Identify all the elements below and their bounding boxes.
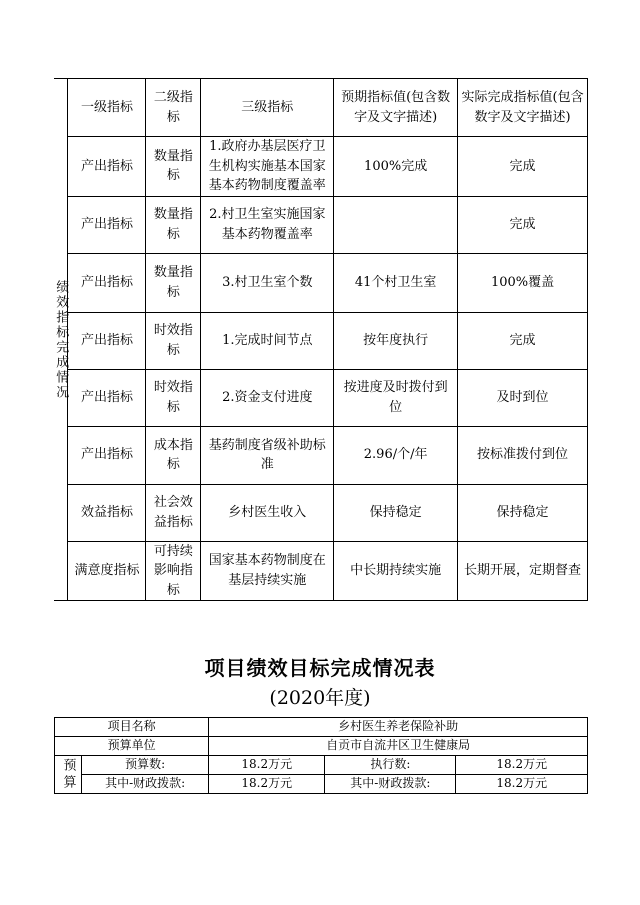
indicator-level1-cell: 满意度指标 <box>68 541 146 601</box>
indicator-level2-cell: 时效指标 <box>146 369 201 426</box>
indicator-row <box>54 137 588 197</box>
indicator-level1-cell: 效益指标 <box>68 484 146 541</box>
indicator-expected-cell <box>334 196 458 253</box>
indicator-expected-cell: 按进度及时拨付到位 <box>334 369 458 426</box>
indicator-level3-cell: 1.政府办基层医疗卫生机构实施基本国家基本药物制度覆盖率 <box>201 137 334 197</box>
indicator-level3-cell: 2.资金支付进度 <box>201 369 334 426</box>
exec-amount-label: 执行数: <box>325 756 456 775</box>
header-level3: 三级指标 <box>201 79 334 137</box>
indicator-level1-cell: 产出指标 <box>68 137 146 197</box>
indicator-row <box>54 426 588 484</box>
fiscal-row <box>55 775 588 794</box>
indicator-expected-cell: 中长期持续实施 <box>334 541 458 601</box>
indicator-level1-cell: 产出指标 <box>68 196 146 253</box>
indicator-actual-cell: 保持稳定 <box>458 484 588 541</box>
header-actual: 实际完成指标值(包含数字及文字描述) <box>458 79 588 137</box>
indicator-level2-cell: 数量指标 <box>146 196 201 253</box>
indicator-actual-cell: 完成 <box>458 312 588 369</box>
indicator-level3-cell: 基药制度省级补助标准 <box>201 426 334 484</box>
fiscal-value-1: 18.2万元 <box>209 775 325 794</box>
indicator-expected-cell: 41个村卫生室 <box>334 253 458 312</box>
budget-unit-label: 预算单位 <box>55 737 209 756</box>
indicator-actual-cell: 100%覆盖 <box>458 253 588 312</box>
indicator-row <box>54 312 588 369</box>
indicator-row <box>54 253 588 312</box>
project-info-table <box>54 717 588 794</box>
fiscal-value-2: 18.2万元 <box>456 775 588 794</box>
budget-unit-row <box>55 737 588 756</box>
indicator-expected-cell: 2.96/个/年 <box>334 426 458 484</box>
indicator-level2-cell: 数量指标 <box>146 137 201 197</box>
indicator-row <box>54 484 588 541</box>
indicator-level3-cell: 1.完成时间节点 <box>201 312 334 369</box>
header-row <box>54 79 588 137</box>
indicator-level2-cell: 成本指标 <box>146 426 201 484</box>
header-level1: 一级指标 <box>68 79 146 137</box>
indicator-actual-cell: 及时到位 <box>458 369 588 426</box>
project-name-value: 乡村医生养老保险补助 <box>209 718 588 737</box>
indicator-level2-cell: 数量指标 <box>146 253 201 312</box>
indicator-level2-cell: 社会效益指标 <box>146 484 201 541</box>
indicator-level1-cell: 产出指标 <box>68 253 146 312</box>
indicator-level3-cell: 3.村卫生室个数 <box>201 253 334 312</box>
project-name-row <box>55 718 588 737</box>
indicator-expected-cell: 100%完成 <box>334 137 458 197</box>
budget-side-cell <box>55 756 82 794</box>
indicator-level2-cell: 时效指标 <box>146 312 201 369</box>
budget-side-label: 预算 <box>60 757 76 792</box>
header-expected: 预期指标值(包含数字及文字描述) <box>334 79 458 137</box>
indicator-level3-cell: 2.村卫生室实施国家基本药物覆盖率 <box>201 196 334 253</box>
indicator-expected-cell: 保持稳定 <box>334 484 458 541</box>
exec-amount-value: 18.2万元 <box>456 756 588 775</box>
section-label: 绩效指标完成情况 <box>53 279 69 400</box>
indicator-row <box>54 196 588 253</box>
budget-unit-value: 自贡市自流井区卫生健康局 <box>209 737 588 756</box>
fiscal-label-1: 其中-财政拨款: <box>82 775 209 794</box>
section-label-cell <box>54 79 68 601</box>
page-subtitle: (2020年度) <box>269 687 371 709</box>
budget-amount-row <box>55 756 588 775</box>
indicator-level1-cell: 产出指标 <box>68 369 146 426</box>
performance-indicator-table <box>54 78 588 601</box>
budget-amount-label: 预算数: <box>82 756 209 775</box>
indicator-actual-cell: 按标准拨付到位 <box>458 426 588 484</box>
header-level2: 二级指标 <box>146 79 201 137</box>
indicator-level3-cell: 乡村医生收入 <box>201 484 334 541</box>
fiscal-label-2: 其中-财政拨款: <box>325 775 456 794</box>
indicator-row <box>54 369 588 426</box>
indicator-level1-cell: 产出指标 <box>68 312 146 369</box>
indicator-level2-cell: 可持续影响指标 <box>146 541 201 601</box>
page-title: 项目绩效目标完成情况表 <box>204 656 436 680</box>
indicator-actual-cell: 完成 <box>458 196 588 253</box>
indicator-actual-cell: 长期开展，定期督查 <box>458 541 588 601</box>
indicator-actual-cell: 完成 <box>458 137 588 197</box>
indicator-level3-cell: 国家基本药物制度在基层持续实施 <box>201 541 334 601</box>
budget-amount-value: 18.2万元 <box>209 756 325 775</box>
indicator-row <box>54 541 588 601</box>
project-name-label: 项目名称 <box>55 718 209 737</box>
indicator-level1-cell: 产出指标 <box>68 426 146 484</box>
indicator-expected-cell: 按年度执行 <box>334 312 458 369</box>
